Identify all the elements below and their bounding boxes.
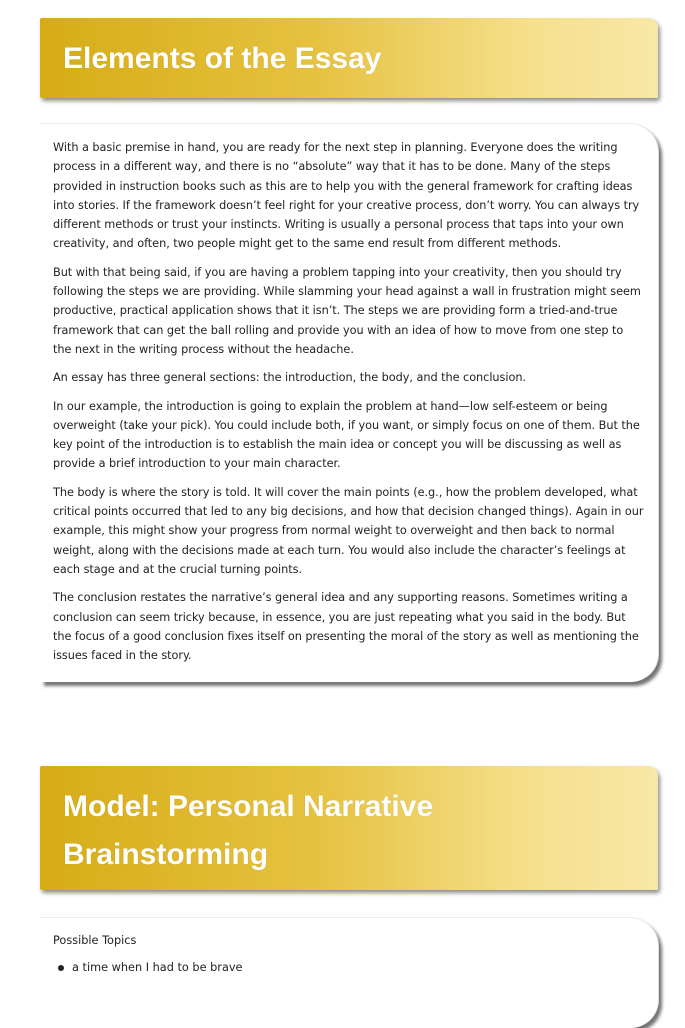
content-box-topics xyxy=(40,918,658,1028)
list-item xyxy=(53,959,644,977)
paragraph-3: An essay has three general sections: the introduction, the body, and the conclusion. xyxy=(53,371,526,385)
bullet-icon xyxy=(58,965,64,971)
topic-text: a time when I had to be brave xyxy=(72,961,243,974)
section-title-model-line2: Brainstorming xyxy=(63,838,269,871)
section-banner-elements xyxy=(40,18,658,98)
paragraph-5: The body is where the story is told. It will cover the main points (e.g., how the problem developed, what critical points occurred that led to any big decisions, and how that decision changed things). Again in our example, this might show your progress from normal weight to overweight and then back to normal weight, along with the decisions made at each turn. You would also include the character’s feelings at each stage and at the crucial turning points. xyxy=(53,485,644,576)
paragraph-4: In our example, the introduction is going to explain the problem at hand—low self-esteem or being overweight (take your pick). You could include both, if you want, or simply focus on one of them. But the key point of the introduction is to establish the main idea or concept you will be discussing as well as provide a brief introduction to your main character. xyxy=(53,399,640,471)
content-box-elements xyxy=(40,124,658,682)
section-banner-model xyxy=(40,766,658,890)
topics-list xyxy=(53,959,644,977)
section-title-elements: Elements of the Essay xyxy=(63,42,382,75)
paragraph-2: But with that being said, if you are having a problem tapping into your creativity, then you should try following the steps we are providing. While slamming your head against a wall in frustration might seem productive, practical application shows that it isn’t. The steps we are providing form a tried-and-true framework that can get the ball rolling and provide you with an idea of how to move from one step to the next in the writing process without the headache. xyxy=(53,265,641,356)
paragraph-1: With a basic premise in hand, you are ready for the next step in planning. Everyone does the writing process in a different way, and there is no “absolute” way that it has to be done. Many of the steps provided in instruction books such as this are to help you with the general framework for crafting ideas into stories. If the framework doesn’t feel right for your creative process, don’t worry. You can always try different methods or trust your instincts. Writing is usually a personal process that taps into your own creativity, and often, two people might get to the same end result from different methods. xyxy=(53,141,640,251)
topics-heading: Possible Topics xyxy=(53,934,137,947)
paragraph-6: The conclusion restates the narrative’s general idea and any supporting reasons. Sometimes writing a conclusion can seem tricky because, in essence, you are just repeating what you said in the body. But the focus of a good conclusion fixes itself on presenting the moral of the story as well as mentioning the issues faced in the story. xyxy=(53,591,639,663)
section-title-model-line1: Model: Personal Narrative xyxy=(63,790,434,823)
section-title-model xyxy=(63,783,658,879)
